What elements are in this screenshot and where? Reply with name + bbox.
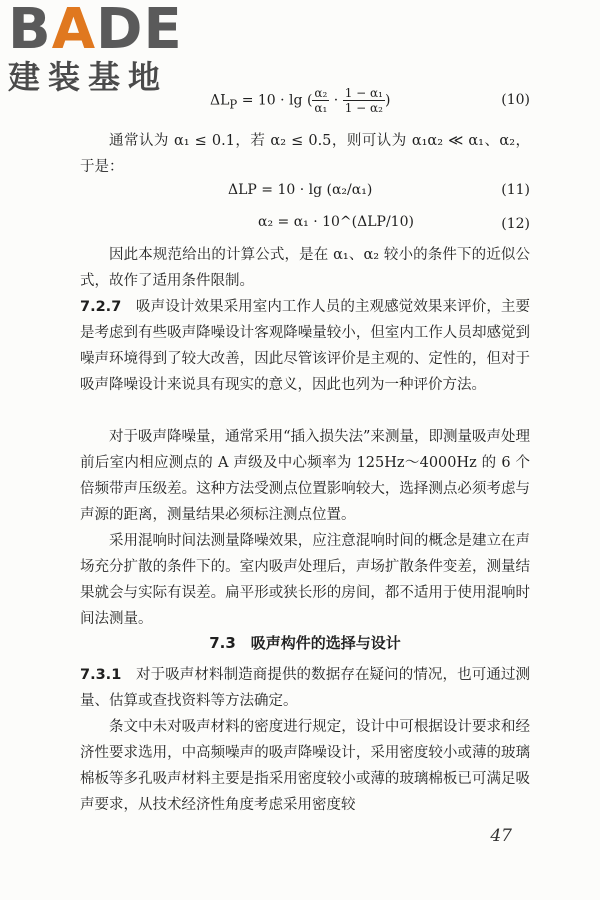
logo-subtitle: 建装基地	[8, 58, 169, 96]
equation-12-number: (12)	[501, 216, 530, 232]
equation-11-number: (11)	[501, 182, 530, 198]
logo-letter-a: A	[51, 0, 97, 62]
eq10-lhs: ΔL	[210, 92, 230, 109]
section-number: 7.2.7	[80, 299, 122, 315]
section-7-2-7: 7.2.7 吸声设计效果采用室内工作人员的主观感觉效果来评价，主要是考虑到有些吸声降噪设计客观降噪量较小，但室内工作人员却感觉到噪声环境得到了较大改善，因此尽管该评价是主观的、定性的，但对于吸声降噪设计来说具有现实的意义，因此也列为一种评价方法。	[80, 299, 531, 393]
logo-wordmark	[8, 0, 183, 62]
section-heading-7-3: 7.3 吸声构件的选择与设计	[209, 634, 401, 652]
section-7-3-1: 7.3.1 对于吸声材料制造商提供的数据存在疑问的情况，也可通过测量、估算或查找资料等方法确定。	[80, 667, 531, 709]
eq10-close: )	[384, 92, 391, 109]
eq10-dot: ·	[329, 92, 343, 109]
paragraph-reverberation: 采用混响时间法测量降噪效果，应注意混响时间的概念是建立在声场充分扩散的条件下的。室内吸声处理后，声场扩散条件变差，测量结果就会与实际有误差。扁平形或狭长形的房间，都不适用于使用混响时间法测量。	[80, 533, 530, 627]
paragraph-density: 条文中未对吸声材料的密度进行规定，设计中可根据设计要求和经济性要求选用，中高频噪声的吸声降噪设计，采用密度较小或薄的玻璃棉板等多孔吸声材料主要是指采用密度较小或薄的玻璃棉板已可满足吸声要求，从技术经济性角度考虑采用密度较	[80, 719, 530, 813]
logo-letter-e: E	[143, 0, 183, 62]
eq10-fraction-2: $\frac{\text{1 − α₁}}{\text{1 − α₂}}$	[344, 86, 383, 115]
section-number: 7.3.1	[80, 667, 122, 683]
equation-10-number: (10)	[501, 92, 530, 108]
page-number: 47	[490, 826, 512, 846]
paragraph-formula-note: 因此本规范给出的计算公式，是在 α₁、α₂ 较小的条件下的近似公式，故作了适用条件限制。	[80, 247, 530, 289]
brand-logo	[8, 0, 183, 96]
logo-letter-d: D	[96, 0, 144, 62]
equation-11: ΔLP = 10 · lg (α₂/α₁)	[228, 182, 373, 198]
eq10-fraction-1: $\frac{\text{α₂}}{\text{α₁}}$	[314, 86, 328, 115]
eq10-lhs-sub: P	[229, 97, 238, 112]
eq10-mid: = 10 · lg (	[237, 92, 313, 109]
equation-12: α₂ = α₁ · 10^(ΔLP/10)	[258, 214, 414, 230]
logo-letter-b: B	[8, 0, 52, 62]
paragraph-assumption: 通常认为 α₁ ≤ 0.1，若 α₂ ≤ 0.5，则可认为 α₁α₂ ≪ α₁、α₂，于是：	[80, 133, 530, 175]
equation-10	[210, 86, 390, 115]
paragraph-insertion-loss: 对于吸声降噪量，通常采用“插入损失法”来测量，即测量吸声处理前后室内相应测点的 A 声级及中心频率为 125Hz～4000Hz 的 6 个倍频带声压级差。这种方法受测点位置影响较大，选择测点必须考虑与声源的距离，测量结果必须标注测点位置。	[80, 429, 530, 523]
